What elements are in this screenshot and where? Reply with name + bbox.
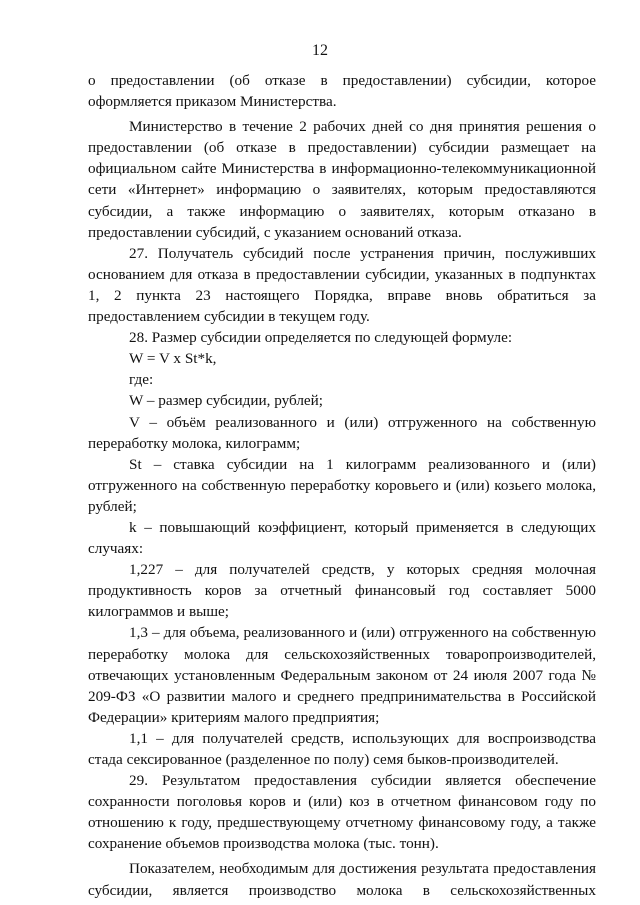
formula-v-definition: V – объём реализованного и (или) отгруженного на собственную переработку молока, килограмм;	[88, 413, 596, 452]
formula-w-definition: W – размер субсидии, рублей;	[129, 392, 324, 410]
paragraph-27-reapply: 27. Получатель субсидий после устранения причин, послуживших основанием для отказа в предоставлении субсидии, указанных в подпунктах 1, 2 пункта 23 настоящего Порядка, вправе вновь обратиться за предоставлением субсидии в текущем году.	[88, 244, 596, 326]
document-body	[88, 70, 596, 901]
formula: W = V x St*k,	[129, 350, 217, 368]
formula-k-definition: k – повышающий коэффициент, который применяется в следующих случаях:	[88, 518, 596, 558]
formula-where: где:	[129, 371, 154, 389]
coefficient-11: 1,1 – для получателей средств, использующих для воспроизводства стада сексированное (разделенное по полу) семя быков-производителей.	[88, 729, 596, 768]
coefficient-13: 1,3 – для объема, реализованного и (или) отгруженного на собственную переработку молока для сельскохозяйственных товаропроизводителей, отвечающих установленным Федеральным законом от 24 июля 2007 года № 209-ФЗ «О развитии малого и среднего предпринимательства в Российской Федерации» критериям малого предприятия;	[88, 624, 596, 726]
coefficient-1227: 1,227 – для получателей средств, у которых средняя молочная продуктивность коров за отчетный финансовый год составляет 5000 килограммов и выше;	[88, 561, 596, 621]
paragraph-28-formula-intro: 28. Размер субсидии определяется по следующей формуле:	[129, 329, 513, 347]
paragraph-29-result: 29. Результатом предоставления субсидии является обеспечение сохранности поголовья коров и (или) коз в отчетном финансовом году по отношению к году, предшествующему отчетному финансовому году, а также сохранение объемов производства молока (тыс. тонн).	[88, 772, 596, 853]
paragraph-decision-notice: о предоставлении (об отказе в предоставлении) субсидии, которое оформляется приказом Министерства.	[88, 72, 596, 111]
paragraph-ministry-publication: Министерство в течение 2 рабочих дней со дня принятия решения о предоставлении (об отказе в предоставлении) субсидии размещает на официальном сайте Министерства в информационно-телекоммуникационной сети «Интернет» информацию о заявителях, которым предоставляются субсидии, а также информацию о заявителях, которым отказано в предоставлении субсидий, с указанием оснований отказа.	[88, 118, 596, 241]
page-number: 12	[312, 42, 328, 59]
paragraph-indicator: Показателем, необходимым для достижения результата предоставления субсидии, является производство молока в сельскохозяйственных	[88, 860, 596, 899]
formula-st-definition: St – ставка субсидии на 1 килограмм реализованного и (или) отгруженного на собственную переработку коровьего и (или) козьего молока, рублей;	[88, 455, 596, 515]
